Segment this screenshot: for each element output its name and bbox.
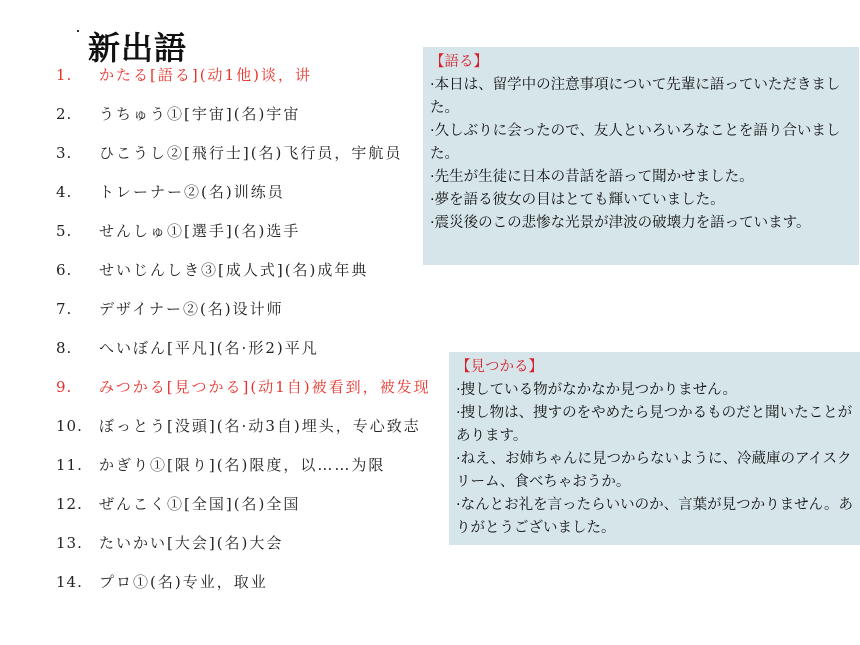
example-box-heading: 【見つかる】	[456, 359, 543, 375]
vocab-item	[56, 140, 431, 179]
vocab-item	[56, 374, 431, 413]
vocab-number: 12.	[56, 495, 83, 513]
vocab-number: 1.	[56, 66, 73, 84]
vocab-item	[56, 569, 431, 608]
vocab-text: うちゅう①[宇宙](名)宇宙	[99, 105, 301, 123]
vocab-number: 13.	[56, 534, 83, 552]
vocab-item	[56, 335, 431, 374]
vocab-item	[56, 491, 431, 530]
vocab-number: 9.	[56, 378, 73, 396]
example-sentence: ·なんとお礼を言ったらいいのか、言葉が見つかりません。ありがとうございました。	[456, 497, 853, 536]
example-box-mitsukaru	[449, 352, 860, 545]
vocab-item	[56, 413, 431, 452]
example-box-kataru	[423, 47, 859, 265]
page-title: 新出語	[88, 29, 188, 67]
vocab-item	[56, 296, 431, 335]
vocab-number: 4.	[56, 183, 73, 201]
vocab-text: プロ①(名)专业，取业	[99, 573, 268, 591]
vocab-text: たいかい[大会](名)大会	[99, 534, 284, 552]
example-sentence: ·先生が生徒に日本の昔話を語って聞かせました。	[430, 169, 754, 185]
example-sentence: ·震災後のこの悲惨な光景が津波の破壊力を語っています。	[430, 215, 811, 231]
vocab-text: せんしゅ①[選手](名)选手	[99, 222, 301, 240]
vocab-item	[56, 101, 431, 140]
corner-mark	[77, 30, 79, 32]
vocab-item	[56, 257, 431, 296]
vocab-number: 5.	[56, 222, 73, 240]
vocabulary-list	[56, 62, 431, 608]
vocab-number: 8.	[56, 339, 73, 357]
vocab-item	[56, 62, 431, 101]
vocab-text: デザイナー②(名)设计师	[99, 300, 284, 318]
example-box-heading: 【語る】	[430, 54, 488, 70]
vocab-text: トレーナー②(名)训练员	[99, 183, 285, 201]
vocab-text: せいじんしき③[成人式](名)成年典	[99, 261, 369, 279]
vocab-number: 2.	[56, 105, 73, 123]
vocab-number: 10.	[56, 417, 83, 435]
vocab-text: へいぼん[平凡](名·形2)平凡	[99, 339, 319, 357]
vocab-text: かぎり①[限り](名)限度，以……为限	[99, 456, 386, 474]
vocab-item	[56, 218, 431, 257]
vocab-text: ひこうし②[飛行士](名)飞行员，宇航员	[99, 144, 403, 162]
vocab-text: みつかる[見つかる](动1自)被看到，被发现	[99, 378, 431, 396]
example-sentence: ·捜し物は、捜すのをやめたら見つかるものだと聞いたことがあります。	[456, 405, 853, 444]
vocab-text: ぜんこく①[全国](名)全国	[99, 495, 301, 513]
example-sentence: ·本日は、留学中の注意事項について先輩に語っていただきました。	[430, 77, 841, 116]
vocab-number: 6.	[56, 261, 73, 279]
vocab-item	[56, 452, 431, 491]
example-sentence: ·捜している物がなかなか見つかりません。	[456, 382, 737, 398]
vocab-number: 3.	[56, 144, 73, 162]
example-sentence: ·夢を語る彼女の目はとても輝いていました。	[430, 192, 725, 208]
vocab-item	[56, 530, 431, 569]
example-sentence: ·ねえ、お姉ちゃんに見つからないように、冷蔵庫のアイスクリーム、食べちゃおうか。	[456, 451, 852, 490]
vocab-text: ぼっとう[没頭](名·动3自)埋头，专心致志	[99, 417, 421, 435]
vocab-item	[56, 179, 431, 218]
vocab-number: 11.	[56, 456, 83, 474]
vocab-number: 7.	[56, 300, 73, 318]
vocab-text: かたる[語る](动1他)谈，讲	[99, 66, 312, 84]
vocab-number: 14.	[56, 573, 83, 591]
example-sentence: ·久しぶりに会ったので、友人といろいろなことを語り合いました。	[430, 123, 841, 162]
